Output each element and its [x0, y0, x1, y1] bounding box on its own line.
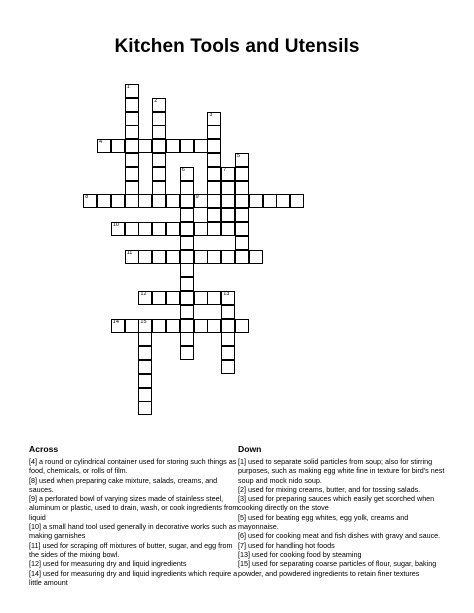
crossword-cell[interactable] — [125, 125, 139, 139]
crossword-cell[interactable] — [152, 167, 166, 181]
down-clue — [238, 485, 450, 494]
clue-number: [15] — [238, 559, 250, 569]
crossword-cell[interactable] — [221, 291, 235, 305]
crossword-cell[interactable] — [166, 139, 180, 153]
crossword-cell[interactable] — [194, 250, 208, 264]
puzzle-title: Kitchen Tools and Utensils — [114, 36, 360, 57]
crossword-cell[interactable] — [263, 194, 277, 208]
across-clue — [29, 559, 241, 568]
clue-number: [1] — [238, 457, 246, 466]
crossword-cell[interactable] — [207, 208, 221, 222]
down-clue — [238, 541, 450, 550]
crossword-cell[interactable] — [180, 222, 194, 236]
clue-number: [3] — [238, 494, 246, 504]
crossword-cell[interactable] — [180, 332, 194, 346]
crossword-cell[interactable] — [125, 194, 139, 208]
clue-text: used for separating coarse particles of flour, sugar, baking powder, and powdered ingredients to retain finer textures — [238, 559, 437, 578]
crossword-cell[interactable] — [180, 277, 194, 291]
clue-text: a round or cylindrical container used for storing such things as food, chemicals, or rolls of film. — [29, 457, 237, 476]
crossword-cell[interactable] — [138, 194, 152, 208]
crossword-cell[interactable] — [235, 181, 249, 195]
crossword-cell[interactable] — [125, 139, 139, 153]
down-clues — [238, 444, 450, 578]
crossword-cell[interactable] — [249, 194, 263, 208]
crossword-cell[interactable] — [194, 194, 208, 208]
crossword-cell[interactable] — [207, 139, 221, 153]
crossword-cell[interactable] — [111, 319, 125, 333]
cell-number: 8 — [85, 194, 89, 201]
crossword-cell[interactable] — [180, 139, 194, 153]
across-heading: Across — [29, 444, 59, 454]
cell-number: 2 — [154, 97, 158, 104]
crossword-cell[interactable] — [138, 222, 152, 236]
clue-number: [10] — [29, 522, 41, 532]
crossword-cell[interactable] — [290, 194, 304, 208]
crossword-cell[interactable] — [152, 98, 166, 112]
crossword-cell[interactable] — [235, 194, 249, 208]
crossword-cell[interactable] — [125, 84, 139, 98]
across-clue — [29, 541, 241, 560]
crossword-cell[interactable] — [83, 194, 97, 208]
across-clue — [29, 522, 241, 541]
crossword-cell[interactable] — [207, 181, 221, 195]
crossword-cell[interactable] — [180, 346, 194, 360]
crossword-cell[interactable] — [180, 236, 194, 250]
crossword-cell[interactable] — [207, 167, 221, 181]
cell-number: 6 — [181, 166, 185, 173]
clue-number: [13] — [238, 549, 250, 559]
across-clue — [29, 494, 241, 522]
crossword-cell[interactable] — [97, 194, 111, 208]
crossword-cell[interactable] — [194, 139, 208, 153]
clue-text: used for cooking food by steaming — [252, 549, 362, 559]
crossword-cell[interactable] — [125, 181, 139, 195]
clue-text: used when preparing cake mixture, salads, creams, and sauces. — [29, 475, 218, 494]
down-heading: Down — [238, 444, 262, 454]
crossword-cell[interactable] — [180, 181, 194, 195]
crossword-cell[interactable] — [180, 167, 194, 181]
cell-number: 14 — [112, 318, 119, 325]
crossword-cell[interactable] — [207, 153, 221, 167]
crossword-cell[interactable] — [152, 194, 166, 208]
clue-text: used for beating egg whites, egg yolk, creams and mayonnaise. — [238, 512, 409, 532]
clue-text: used for preparing sauces which easily get scorched when cooking directly on the stove — [238, 494, 435, 513]
clue-text: used for scraping off mixtures of butter, sugar, and egg from the sides of the mixing bowl. — [29, 540, 233, 559]
clue-number: [2] — [238, 484, 246, 494]
cell-number: 4 — [99, 139, 103, 146]
cell-number: 12 — [140, 291, 147, 297]
crossword-cell[interactable] — [125, 167, 139, 181]
clue-text: used for cooking meat and fish dishes with gravy and sauce. — [248, 531, 441, 541]
clue-text: used for handling hot foods — [248, 540, 335, 550]
cell-number: 7 — [223, 166, 227, 173]
crossword-cell[interactable] — [138, 319, 152, 333]
clue-number: [4] — [29, 457, 37, 466]
down-clue — [238, 559, 450, 578]
crossword-cell[interactable] — [152, 125, 166, 139]
crossword-cell[interactable] — [194, 291, 208, 305]
crossword-cell[interactable] — [125, 319, 139, 333]
clue-number: [12] — [29, 559, 41, 569]
crossword-cell[interactable] — [166, 291, 180, 305]
clue-text: used for measuring dry and liquid ingredients — [43, 559, 187, 569]
crossword-cell[interactable] — [180, 263, 194, 277]
crossword-cell[interactable] — [152, 153, 166, 167]
cell-number: 15 — [140, 318, 147, 325]
crossword-cell[interactable] — [276, 194, 290, 208]
down-clue — [238, 494, 450, 513]
crossword-cell[interactable] — [180, 208, 194, 222]
crossword-cell[interactable] — [166, 222, 180, 236]
cell-number: 5 — [237, 153, 241, 159]
crossword-cell[interactable] — [180, 291, 194, 305]
cell-number: 13 — [223, 291, 230, 297]
down-clue — [238, 513, 450, 532]
crossword-cell[interactable] — [221, 181, 235, 195]
cell-number: 11 — [126, 249, 133, 256]
crossword-cell[interactable] — [152, 319, 166, 333]
clue-number: [5] — [238, 512, 246, 522]
crossword-cell[interactable] — [207, 319, 221, 333]
clue-number: [7] — [238, 540, 246, 550]
clue-text: a perforated bowl of varying sizes made of stainless steel, aluminum or plastic, used to drain, wash, or cook ingredients from liquid — [29, 494, 239, 522]
clue-text: used for measuring dry and liquid ingredients which require a little amount — [29, 568, 238, 587]
down-clue — [238, 457, 450, 485]
crossword-cell[interactable] — [97, 139, 111, 153]
crossword-cell[interactable] — [221, 360, 235, 374]
crossword-cell[interactable] — [111, 194, 125, 208]
crossword-cell[interactable] — [138, 401, 152, 415]
crossword-cell[interactable] — [152, 139, 166, 153]
crossword-cell[interactable] — [180, 319, 194, 333]
crossword-cell[interactable] — [152, 181, 166, 195]
crossword-cell[interactable] — [180, 194, 194, 208]
crossword-cell[interactable] — [221, 319, 235, 333]
crossword-cell[interactable] — [194, 222, 208, 236]
crossword-cell[interactable] — [221, 194, 235, 208]
crossword-cell[interactable] — [138, 360, 152, 374]
clue-number: [14] — [29, 568, 41, 578]
crossword-cell[interactable] — [138, 139, 152, 153]
cell-number: 10 — [112, 222, 119, 228]
crossword-cell[interactable] — [152, 222, 166, 236]
crossword-cell[interactable] — [235, 236, 249, 250]
crossword-cell[interactable] — [221, 332, 235, 346]
clue-text: a small hand tool used generally in decorative works such as making garnishes — [29, 522, 237, 541]
crossword-cell[interactable] — [152, 112, 166, 126]
clue-number: [8] — [29, 475, 37, 485]
crossword-cell[interactable] — [166, 194, 180, 208]
crossword-cell[interactable] — [221, 208, 235, 222]
crossword-cell[interactable] — [221, 222, 235, 236]
crossword-cell[interactable] — [166, 319, 180, 333]
crossword-cell[interactable] — [180, 250, 194, 264]
clue-number: [11] — [29, 540, 41, 550]
crossword-cell[interactable] — [235, 208, 249, 222]
crossword-cell[interactable] — [138, 388, 152, 402]
crossword-cell[interactable] — [221, 346, 235, 360]
crossword-cell[interactable] — [125, 222, 139, 236]
crossword-cell[interactable] — [207, 194, 221, 208]
crossword-cell[interactable] — [221, 250, 235, 264]
crossword-cell[interactable] — [138, 346, 152, 360]
crossword-cell[interactable] — [194, 319, 208, 333]
crossword-cell[interactable] — [207, 291, 221, 305]
crossword-cell[interactable] — [235, 250, 249, 264]
crossword-cell[interactable] — [207, 250, 221, 264]
crossword-cell[interactable] — [180, 305, 194, 319]
cell-number: 9 — [195, 194, 199, 201]
crossword-cell[interactable] — [235, 153, 249, 167]
crossword-cell[interactable] — [111, 139, 125, 153]
across-clue — [29, 457, 241, 476]
clue-number: [9] — [29, 494, 37, 504]
clue-text: used for mixing creams, butter, and for tossing salads. — [248, 484, 421, 494]
crossword-cell[interactable] — [207, 112, 221, 126]
crossword-cell[interactable] — [138, 374, 152, 388]
crossword-cell[interactable] — [111, 222, 125, 236]
crossword-cell[interactable] — [138, 291, 152, 305]
crossword-cell[interactable] — [125, 98, 139, 112]
clue-number: [6] — [238, 531, 246, 541]
crossword-cell[interactable] — [235, 222, 249, 236]
crossword-cell[interactable] — [235, 319, 249, 333]
cell-number: 3 — [209, 111, 213, 118]
down-clue — [238, 531, 450, 540]
clue-text: used to separate solid particles from soup; also for stirring purposes, such as making egg white fine in texture for bird's nest soup and mock nido soup. — [238, 457, 445, 485]
crossword-cell[interactable] — [125, 250, 139, 264]
crossword-cell[interactable] — [221, 167, 235, 181]
crossword-cell[interactable] — [207, 222, 221, 236]
crossword-cell[interactable] — [138, 250, 152, 264]
cell-number: 1 — [126, 84, 130, 90]
across-clue — [29, 569, 241, 588]
crossword-cell[interactable] — [221, 305, 235, 319]
crossword-cell[interactable] — [138, 332, 152, 346]
crossword-cell[interactable] — [249, 250, 263, 264]
crossword-cell[interactable] — [207, 125, 221, 139]
across-clue — [29, 476, 241, 495]
crossword-cell[interactable] — [125, 153, 139, 167]
across-clues — [29, 444, 241, 587]
crossword-cell[interactable] — [152, 291, 166, 305]
crossword-cell[interactable] — [125, 112, 139, 126]
crossword-cell[interactable] — [235, 167, 249, 181]
crossword-cell[interactable] — [166, 250, 180, 264]
down-clue — [238, 550, 450, 559]
crossword-cell[interactable] — [152, 250, 166, 264]
